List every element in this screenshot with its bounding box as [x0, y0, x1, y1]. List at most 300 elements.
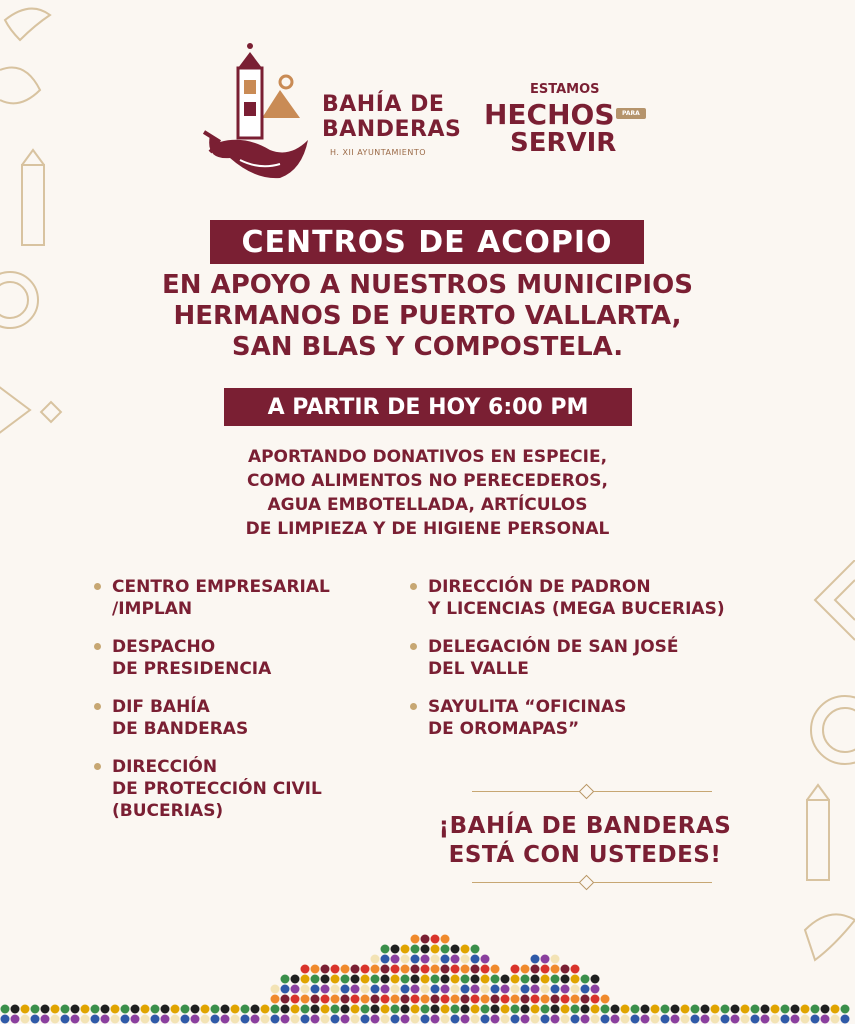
bead	[401, 955, 410, 964]
bead	[131, 1015, 140, 1024]
bead	[411, 1005, 420, 1014]
bead	[471, 995, 480, 1004]
bead	[511, 985, 520, 994]
bead	[771, 1005, 780, 1014]
bead	[651, 1015, 660, 1024]
bead	[541, 1005, 550, 1014]
bead	[641, 1015, 650, 1024]
bead	[531, 995, 540, 1004]
bead	[141, 1015, 150, 1024]
bead	[81, 1005, 90, 1014]
bead	[31, 1005, 40, 1014]
bead	[821, 1015, 830, 1024]
bead	[841, 1015, 850, 1024]
bead	[41, 1015, 50, 1024]
bead	[801, 1015, 810, 1024]
bead	[281, 975, 290, 984]
bead	[71, 1015, 80, 1024]
location-item	[94, 756, 394, 822]
bead	[441, 935, 450, 944]
bead	[811, 1015, 820, 1024]
slogan-hechos: HECHOS	[484, 98, 615, 131]
bead	[491, 975, 500, 984]
subtitle	[0, 270, 855, 363]
bead	[511, 1005, 520, 1014]
bead	[421, 985, 430, 994]
bead	[551, 965, 560, 974]
bead	[331, 965, 340, 974]
bead	[441, 995, 450, 1004]
bead	[341, 995, 350, 1004]
bead	[181, 1015, 190, 1024]
bead	[731, 1005, 740, 1014]
bead	[521, 1015, 530, 1024]
bead	[481, 965, 490, 974]
bead	[551, 985, 560, 994]
bead	[441, 945, 450, 954]
bead	[671, 1005, 680, 1014]
bead	[331, 985, 340, 994]
bead	[281, 995, 290, 1004]
location-item	[410, 696, 790, 740]
description-line: AGUA EMBOTELLADA, ARTÍCULOS	[267, 495, 588, 515]
bead	[431, 965, 440, 974]
bead	[381, 965, 390, 974]
bead	[561, 985, 570, 994]
bead	[11, 1015, 20, 1024]
bead	[331, 975, 340, 984]
bead	[591, 1015, 600, 1024]
logo-line2: BANDERAS	[322, 117, 462, 142]
bead	[741, 1015, 750, 1024]
bead	[391, 995, 400, 1004]
location-item	[94, 696, 394, 740]
bead	[281, 985, 290, 994]
bead	[201, 1015, 210, 1024]
bead	[191, 1005, 200, 1014]
bead	[231, 1015, 240, 1024]
bead	[401, 1015, 410, 1024]
bead	[301, 995, 310, 1004]
bead	[651, 1005, 660, 1014]
bead	[351, 965, 360, 974]
bead	[371, 995, 380, 1004]
bead	[321, 995, 330, 1004]
bead	[321, 1015, 330, 1024]
bead	[581, 1015, 590, 1024]
description-line: APORTANDO DONATIVOS EN ESPECIE,	[247, 447, 608, 467]
bead	[481, 1015, 490, 1024]
bead	[391, 965, 400, 974]
page-title: CENTROS DE ACOPIO	[210, 220, 644, 264]
location-item	[94, 636, 394, 680]
bead	[401, 985, 410, 994]
bead	[1, 1015, 10, 1024]
bead	[781, 1015, 790, 1024]
bullet-dot-icon	[94, 643, 101, 650]
bead	[531, 1005, 540, 1014]
logo-line1: BAHÍA DE	[322, 92, 445, 117]
bead	[371, 1005, 380, 1014]
bead	[461, 985, 470, 994]
bead	[481, 1005, 490, 1014]
bead	[291, 985, 300, 994]
bead	[471, 985, 480, 994]
bead	[91, 1005, 100, 1014]
bead	[711, 1015, 720, 1024]
bead	[321, 1005, 330, 1014]
bead	[381, 995, 390, 1004]
bullet-dot-icon	[410, 583, 417, 590]
bead	[551, 975, 560, 984]
bead	[551, 995, 560, 1004]
bead	[461, 975, 470, 984]
bead	[11, 1005, 20, 1014]
bead	[241, 1015, 250, 1024]
bead	[461, 995, 470, 1004]
bead	[511, 1015, 520, 1024]
bead	[601, 995, 610, 1004]
bead	[471, 1015, 480, 1024]
bead	[151, 1015, 160, 1024]
bead	[411, 1015, 420, 1024]
bead	[141, 1005, 150, 1014]
bead	[621, 1015, 630, 1024]
bead	[431, 1005, 440, 1014]
bead	[741, 1005, 750, 1014]
bead	[341, 965, 350, 974]
bead	[241, 1005, 250, 1014]
slogan-para-badge: PARA	[616, 108, 646, 119]
bead	[341, 975, 350, 984]
bead	[361, 995, 370, 1004]
bead	[421, 975, 430, 984]
slogan-estamos: ESTAMOS	[530, 82, 600, 97]
bead	[461, 965, 470, 974]
bead	[431, 985, 440, 994]
bead	[541, 955, 550, 964]
bead	[371, 985, 380, 994]
bead	[501, 985, 510, 994]
bead	[481, 985, 490, 994]
bead	[361, 985, 370, 994]
bead	[731, 1015, 740, 1024]
bead	[391, 1005, 400, 1014]
bead	[421, 995, 430, 1004]
bead	[111, 1015, 120, 1024]
bead	[341, 985, 350, 994]
bead	[581, 985, 590, 994]
bead	[421, 1015, 430, 1024]
bead	[801, 1005, 810, 1014]
bead	[211, 1005, 220, 1014]
bead	[581, 1005, 590, 1014]
bead	[431, 945, 440, 954]
bead	[521, 965, 530, 974]
bead	[831, 1015, 840, 1024]
location-item	[94, 576, 394, 620]
bead	[271, 985, 280, 994]
bead	[91, 1015, 100, 1024]
bead	[721, 1015, 730, 1024]
bead	[471, 1005, 480, 1014]
bead	[221, 1005, 230, 1014]
bead	[21, 1005, 30, 1014]
bead	[471, 945, 480, 954]
bead	[331, 1005, 340, 1014]
bead	[201, 1005, 210, 1014]
bead	[841, 1005, 850, 1014]
bead	[501, 1005, 510, 1014]
bead	[311, 1015, 320, 1024]
bead	[161, 1005, 170, 1014]
whale-church-icon	[200, 40, 320, 190]
bead	[541, 985, 550, 994]
bead	[571, 975, 580, 984]
bead	[391, 975, 400, 984]
bead	[401, 1005, 410, 1014]
bead	[791, 1005, 800, 1014]
bead	[331, 995, 340, 1004]
beaded-pattern-border	[0, 930, 855, 1024]
bead	[781, 1005, 790, 1014]
bead	[401, 975, 410, 984]
bead	[321, 985, 330, 994]
bead	[361, 975, 370, 984]
bead	[621, 1005, 630, 1014]
locations-list-left	[94, 576, 394, 838]
bead	[571, 1005, 580, 1014]
location-item	[410, 636, 790, 680]
bead	[371, 1015, 380, 1024]
bead	[81, 1015, 90, 1024]
bead	[761, 1005, 770, 1014]
bead	[371, 965, 380, 974]
bead	[131, 1005, 140, 1014]
bead	[71, 1005, 80, 1014]
bead	[291, 995, 300, 1004]
bead	[701, 1005, 710, 1014]
bead	[571, 995, 580, 1004]
bead	[271, 995, 280, 1004]
bead	[481, 995, 490, 1004]
location-label: DELEGACIÓN DE SAN JOSÉ DEL VALLE	[428, 637, 679, 679]
bead	[371, 955, 380, 964]
bead	[191, 1015, 200, 1024]
bead	[551, 1015, 560, 1024]
bead	[831, 1005, 840, 1014]
bead	[311, 985, 320, 994]
bead	[261, 1005, 270, 1014]
location-label: SAYULITA “OFICINAS DE OROMAPAS”	[428, 697, 627, 739]
bullet-dot-icon	[410, 703, 417, 710]
bead	[511, 975, 520, 984]
bead	[421, 1005, 430, 1014]
bead	[561, 965, 570, 974]
bead	[21, 1015, 30, 1024]
bead	[691, 1005, 700, 1014]
bead	[61, 1015, 70, 1024]
bead	[171, 1015, 180, 1024]
bead	[121, 1015, 130, 1024]
bead	[491, 1015, 500, 1024]
bead	[811, 1005, 820, 1014]
location-label: DIRECCIÓN DE PROTECCIÓN CIVIL (BUCERIAS)	[112, 757, 322, 821]
subtitle-line: SAN BLAS Y COMPOSTELA.	[231, 332, 624, 362]
bead	[301, 965, 310, 974]
bead	[721, 1005, 730, 1014]
bead	[451, 1005, 460, 1014]
subtitle-line: EN APOYO A NUESTROS MUNICIPIOS	[162, 270, 693, 300]
diamond-ornament-icon	[579, 875, 595, 891]
bead	[341, 1015, 350, 1024]
bead	[761, 1015, 770, 1024]
bead	[701, 1015, 710, 1024]
bead	[421, 945, 430, 954]
bead	[321, 965, 330, 974]
bead	[291, 1015, 300, 1024]
bead	[461, 945, 470, 954]
bead	[441, 985, 450, 994]
bead	[521, 975, 530, 984]
bead	[411, 975, 420, 984]
bead	[351, 985, 360, 994]
bead	[1, 1005, 10, 1014]
bead	[311, 995, 320, 1004]
donation-description	[0, 445, 855, 541]
bead	[751, 1015, 760, 1024]
bead	[491, 985, 500, 994]
bead	[491, 965, 500, 974]
bead	[301, 985, 310, 994]
bead	[611, 1005, 620, 1014]
bead	[451, 985, 460, 994]
bead	[381, 975, 390, 984]
bead	[601, 1015, 610, 1024]
bead	[411, 945, 420, 954]
bead	[521, 995, 530, 1004]
bead	[301, 1005, 310, 1014]
bead	[591, 995, 600, 1004]
bead	[441, 965, 450, 974]
bead	[431, 1015, 440, 1024]
location-label: DIF BAHÍA DE BANDERAS	[112, 697, 249, 739]
bead	[681, 1015, 690, 1024]
bead	[281, 1005, 290, 1014]
bead	[151, 1005, 160, 1014]
diamond-ornament-icon	[579, 784, 595, 800]
bead	[631, 1005, 640, 1014]
bead	[331, 1015, 340, 1024]
bead	[711, 1005, 720, 1014]
bead	[491, 995, 500, 1004]
bead	[401, 965, 410, 974]
bead	[311, 975, 320, 984]
bead	[171, 1005, 180, 1014]
bead	[481, 955, 490, 964]
bead	[181, 1005, 190, 1014]
bead	[361, 1005, 370, 1014]
bead	[411, 995, 420, 1004]
bead	[381, 1005, 390, 1014]
bead	[161, 1015, 170, 1024]
bead	[551, 1005, 560, 1014]
bead	[361, 1015, 370, 1024]
bead	[381, 1015, 390, 1024]
bead	[571, 965, 580, 974]
bead	[581, 995, 590, 1004]
bead	[471, 975, 480, 984]
bead	[51, 1005, 60, 1014]
bead	[471, 965, 480, 974]
location-item	[410, 576, 790, 620]
bead	[451, 995, 460, 1004]
bead	[821, 1005, 830, 1014]
bead	[591, 975, 600, 984]
bead	[591, 985, 600, 994]
bead	[221, 1015, 230, 1024]
bead	[611, 1015, 620, 1024]
bead	[291, 975, 300, 984]
bead	[61, 1005, 70, 1014]
bullet-dot-icon	[410, 643, 417, 650]
bead	[411, 985, 420, 994]
bead	[571, 985, 580, 994]
bead	[451, 1015, 460, 1024]
bead	[431, 955, 440, 964]
bead	[431, 995, 440, 1004]
bead	[421, 935, 430, 944]
bead	[391, 1015, 400, 1024]
bead	[391, 955, 400, 964]
bullet-dot-icon	[94, 763, 101, 770]
bead	[541, 965, 550, 974]
bead	[631, 1015, 640, 1024]
bead	[561, 1015, 570, 1024]
bead	[531, 975, 540, 984]
bead	[471, 955, 480, 964]
bead	[271, 1015, 280, 1024]
bead	[521, 985, 530, 994]
bead	[541, 975, 550, 984]
bead	[511, 995, 520, 1004]
bead	[231, 1005, 240, 1014]
time-banner: A PARTIR DE HOY 6:00 PM	[224, 388, 632, 426]
bead	[421, 965, 430, 974]
bead	[31, 1015, 40, 1024]
bead	[401, 995, 410, 1004]
bead	[311, 965, 320, 974]
bead	[441, 1015, 450, 1024]
bead	[121, 1005, 130, 1014]
bead	[661, 1005, 670, 1014]
bead	[361, 965, 370, 974]
bead	[561, 995, 570, 1004]
logo-wordmark	[322, 92, 461, 142]
bead	[541, 995, 550, 1004]
bead	[351, 975, 360, 984]
bead	[411, 965, 420, 974]
bead	[211, 1015, 220, 1024]
logo-subtitle: H. XII AYUNTAMIENTO	[330, 148, 427, 157]
bead	[451, 965, 460, 974]
bead	[531, 965, 540, 974]
bead	[461, 1005, 470, 1014]
bead	[451, 975, 460, 984]
bead	[431, 935, 440, 944]
bead	[681, 1005, 690, 1014]
bead	[461, 955, 470, 964]
